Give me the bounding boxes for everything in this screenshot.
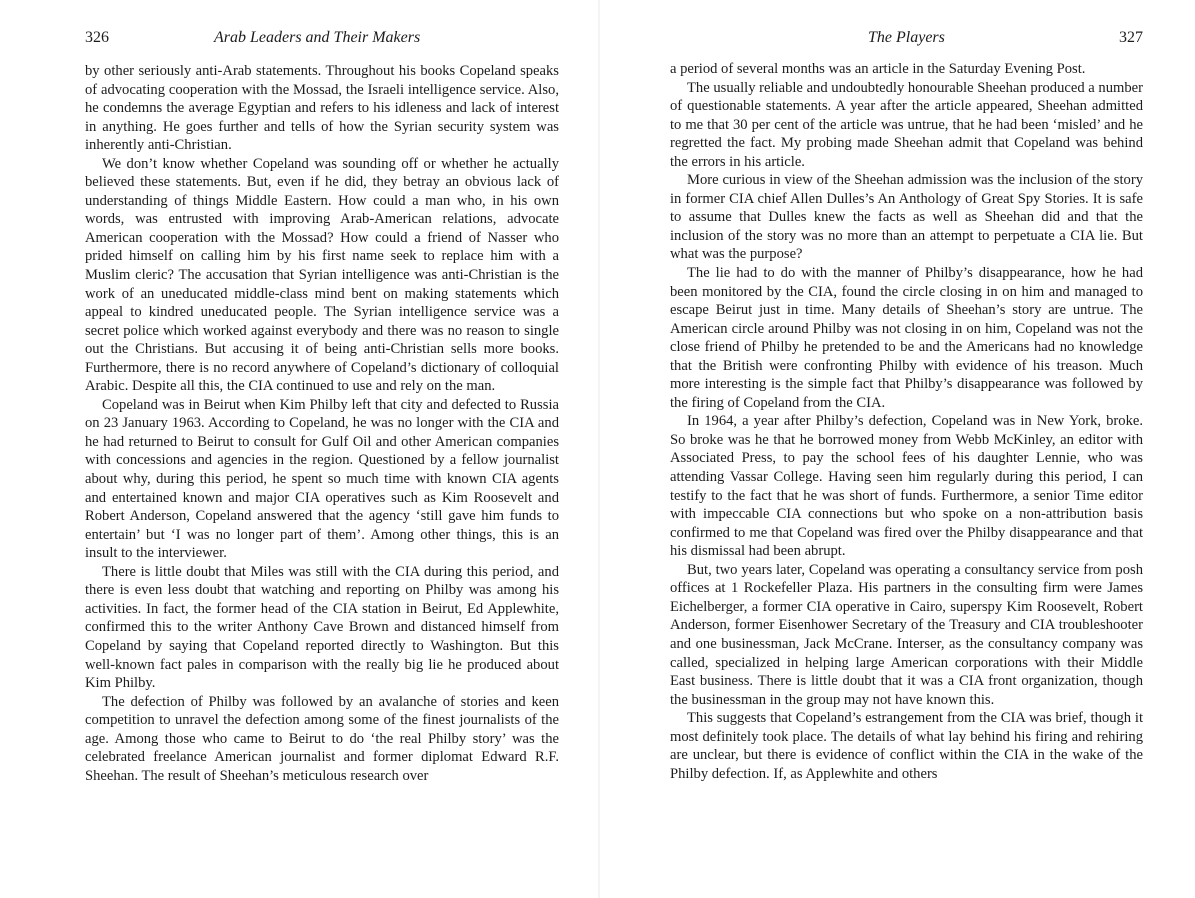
- paragraph: In 1964, a year after Philby’s defection, Copeland was in New York, broke. So broke was he that he borrowed money from Webb McKinley, an editor with Associated Press, to pay the school fees of his daughter Lennie, who was attending Vassar College. Having seen him regularly during this period, I can testify to the fact that he was short of funds. Furthermore, a senior Time editor with impeccable CIA connections but who spoke on a non-attribution basis confirmed to me that Copeland was fired over the Philby disappearance and that his dismissal had been abrupt.: [670, 413, 1143, 560]
- paragraph: We don’t know whether Copeland was sounding off or whether he actually believed these statements. But, even if he did, they betray an obvious lack of understanding of things Middle Eastern. How could a man who, in his own words, was entrusted with improving Arab-American relations, advocate American cooperation with the Mossad? How could a friend of Nasser who prided himself on calling him by his first name seek to replace him with a Muslim cleric? The accusation that Syrian intelligence was anti-Christian is the work of an uneducated middle-class mind bent on making statements which appeal to kindred uneducated people. The Syrian intelligence service was a secret police which worked against everybody and there was no reason to single out the Christians. But accusing it of being anti-Christian sells more books. Furthermore, there is no record anywhere of Copeland’s dictionary of colloquial Arabic. Despite all this, the CIA continued to use and rely on the man.: [85, 155, 559, 395]
- paragraph: The defection of Philby was followed by an avalanche of stories and keen competition to unravel the defection among some of the finest journalists of the age. Among those who came to Beirut to do ‘the real Philby story’ was the celebrated freelance American journalist and former diplomat Edward R.F. Sheehan. The result of Sheehan’s meticulous research over: [85, 693, 559, 784]
- running-head-title: Arab Leaders and Their Makers: [214, 29, 421, 46]
- paragraph: More curious in view of the Sheehan admission was the inclusion of the story in former CIA chief Allen Dulles’s An Anthology of Great Spy Stories. It is safe to assume that Dulles knew the facts as well as Sheehan did and that the inclusion of the story was no more than an attempt to perpetuate a CIA lie. But what was the purpose?: [670, 172, 1143, 263]
- page-number: 327: [1119, 29, 1143, 46]
- paragraph: The lie had to do with the manner of Philby’s disappearance, how he had been monitored by the CIA, found the circle closing in on him and managed to escape Beirut just in time. Many details of Sheehan’s story are untrue. The American circle around Philby was not closing in on him, Copeland was not the close friend of Philby he pretended to be and the Americans had no knowledge that the British were confronting Philby with evidence of his treason. Much more interesting is the simple fact that Philby’s disappearance was followed by the firing of Copeland from the CIA.: [670, 265, 1143, 411]
- paragraph: But, two years later, Copeland was operating a consultancy service from posh offices at 1 Rockefeller Plaza. His partners in the consulting firm were James Eichelberger, a former CIA operative in Cairo, superspy Kim Roosevelt, Robert Anderson, former Eisenhower Secretary of the Treasury and CIA troubleshooter and one businessman, Jack McCrane. Interser, as the consultancy company was called, specialized in helping large American corporations with their Middle East business. There is little doubt that it was a CIA front organization, though the businessman in the group may not have known this.: [670, 561, 1143, 708]
- running-head-title: The Players: [868, 29, 945, 46]
- paragraph: Copeland was in Beirut when Kim Philby left that city and defected to Russia on 23 January 1963. According to Copeland, he was no longer with the CIA and he had returned to Beirut to consult for Gulf Oil and other American companies with concessions and agencies in the region. Questioned by a fellow journalist about why, during this period, he spent so much time with known CIA agents and entertained known and major CIA operatives such as Kim Roosevelt and Robert Anderson, Copeland answered that the agency ‘still gave him funds to entertain’ but ‘I was no longer part of them’. Among other things, this is an insult to the interviewer.: [85, 396, 559, 562]
- paragraph: by other seriously anti-Arab statements. Throughout his books Copeland speaks of advocating cooperation with the Mossad, the Israeli intelligence service. Also, he condemns the average Egyptian and refers to his idleness and lack of interest in anything. He goes further and tells of how the Syrian security system was inherently anti-Christian.: [85, 63, 559, 154]
- paragraph: There is little doubt that Miles was still with the CIA during this period, and there is even less doubt that watching and reporting on Philby was among his activities. In fact, the former head of the CIA station in Beirut, Ed Applewhite, confirmed this to the writer Anthony Cave Brown and distanced himself from Copeland by saying that Copeland reported directly to Washington. But this well-known fact pales in comparison with the really big lie he produced about Kim Philby.: [85, 563, 559, 692]
- body-text: [670, 60, 1143, 783]
- paragraph: The usually reliable and undoubtedly honourable Sheehan produced a number of questionable statements. A year after the article appeared, Sheehan admitted to me that 30 per cent of the article was untrue, that he had been ‘misled’ and he regretted the fact. My probing made Sheehan admit that Copeland was behind the errors in his article.: [670, 79, 1143, 170]
- right-page: [600, 0, 1195, 898]
- paragraph: a period of several months was an article in the Saturday Evening Post.: [670, 61, 1086, 77]
- page-number: 326: [85, 29, 109, 46]
- paragraph: This suggests that Copeland’s estrangement from the CIA was brief, though it most definitely took place. The details of what lay behind his firing and rehiring are unclear, but there is evidence of conflict within the CIA in the wake of the Philby defection. If, as Applewhite and others: [670, 710, 1143, 782]
- body-text: [85, 62, 559, 785]
